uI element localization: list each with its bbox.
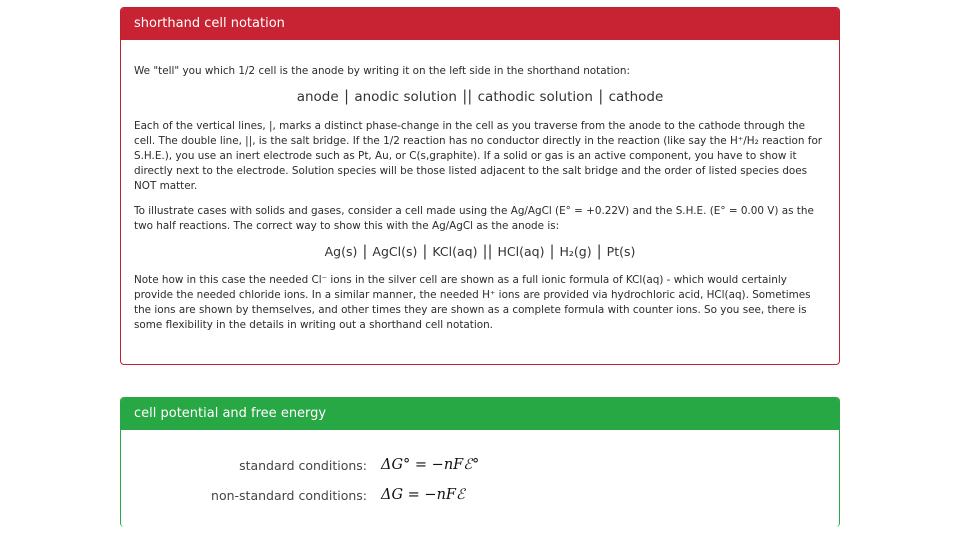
shorthand-cell-notation-card bbox=[120, 7, 840, 365]
card-body bbox=[121, 430, 839, 510]
phase-boundary: | bbox=[596, 242, 602, 260]
notation-cathode: cathode bbox=[608, 89, 664, 105]
phase-boundary: | bbox=[343, 87, 350, 105]
standard-free-energy-equation: ΔG° = −nFℰ° bbox=[381, 456, 480, 473]
standard-conditions-label: standard conditions: bbox=[239, 457, 367, 473]
species-ag: Ag(s) bbox=[324, 244, 358, 259]
card-title: cell potential and free energy bbox=[121, 398, 839, 430]
species-agcl: AgCl(s) bbox=[372, 244, 418, 259]
equation-row-nonstandard bbox=[134, 480, 826, 510]
species-pt: Pt(s) bbox=[606, 244, 636, 259]
salt-bridge: || bbox=[462, 87, 473, 105]
card-title: shorthand cell notation bbox=[121, 8, 839, 40]
notation-cathodic-solution: cathodic solution bbox=[477, 89, 593, 105]
species-h2: H₂(g) bbox=[559, 244, 592, 259]
species-hcl: HCl(aq) bbox=[497, 244, 545, 259]
paragraph-note: Note how in this case the needed Cl⁻ ions in the silver cell are shown as a full ionic formula of KCl(aq) - which would certainly provide the needed chloride ions. In a similar manner, the needed H⁺ ions are provided via hydrochloric acid, HCl(aq). Sometimes the ions are shown by themselves, and other times they are shown as a complete formula with counter ions. So you see, there is some flexibility in the details in writing out a shorthand cell notation. bbox=[134, 274, 811, 331]
phase-boundary: | bbox=[362, 242, 368, 260]
notation-general bbox=[134, 89, 826, 105]
nonstandard-conditions-label: non-standard conditions: bbox=[211, 487, 367, 503]
intro-text: We "tell" you which 1/2 cell is the anode by writing it on the left side in the shorthand notation: bbox=[134, 65, 630, 77]
cell-potential-free-energy-card bbox=[120, 397, 840, 527]
notation-anodic-solution: anodic solution bbox=[354, 89, 457, 105]
notation-anode: anode bbox=[296, 89, 339, 105]
notation-example bbox=[134, 244, 826, 259]
phase-boundary: | bbox=[549, 242, 555, 260]
card-body bbox=[121, 40, 839, 333]
species-kcl: KCl(aq) bbox=[432, 244, 478, 259]
paragraph-example-intro: To illustrate cases with solids and gases, consider a cell made using the Ag/AgCl (E° = +0.22V) and the S.H.E. (E° = 0.00 V) as the two half reactions. The correct way to show this with the Ag/AgCl as the anode is: bbox=[134, 205, 814, 232]
nonstandard-free-energy-equation: ΔG = −nFℰ bbox=[381, 486, 465, 503]
equation-row-standard bbox=[134, 450, 826, 480]
phase-boundary: | bbox=[598, 87, 604, 105]
salt-bridge: || bbox=[482, 242, 493, 260]
phase-boundary: | bbox=[422, 242, 428, 260]
paragraph-phase-lines: Each of the vertical lines, |, marks a distinct phase-change in the cell as you traverse from the anode to the cathode through the cell. The double line, ||, is the salt bridge. If the 1/2 reaction has no conductor directly in the reaction (like say the H⁺/H₂ reaction for S.H.E.), you use an inert electrode such as Pt, Au, or C(s,graphite). If a solid or gas is an active component, you have to show it directly next to the electrode. Solution species will be those listed adjacent to the salt bridge and the order of listed species does NOT matter. bbox=[134, 120, 823, 192]
